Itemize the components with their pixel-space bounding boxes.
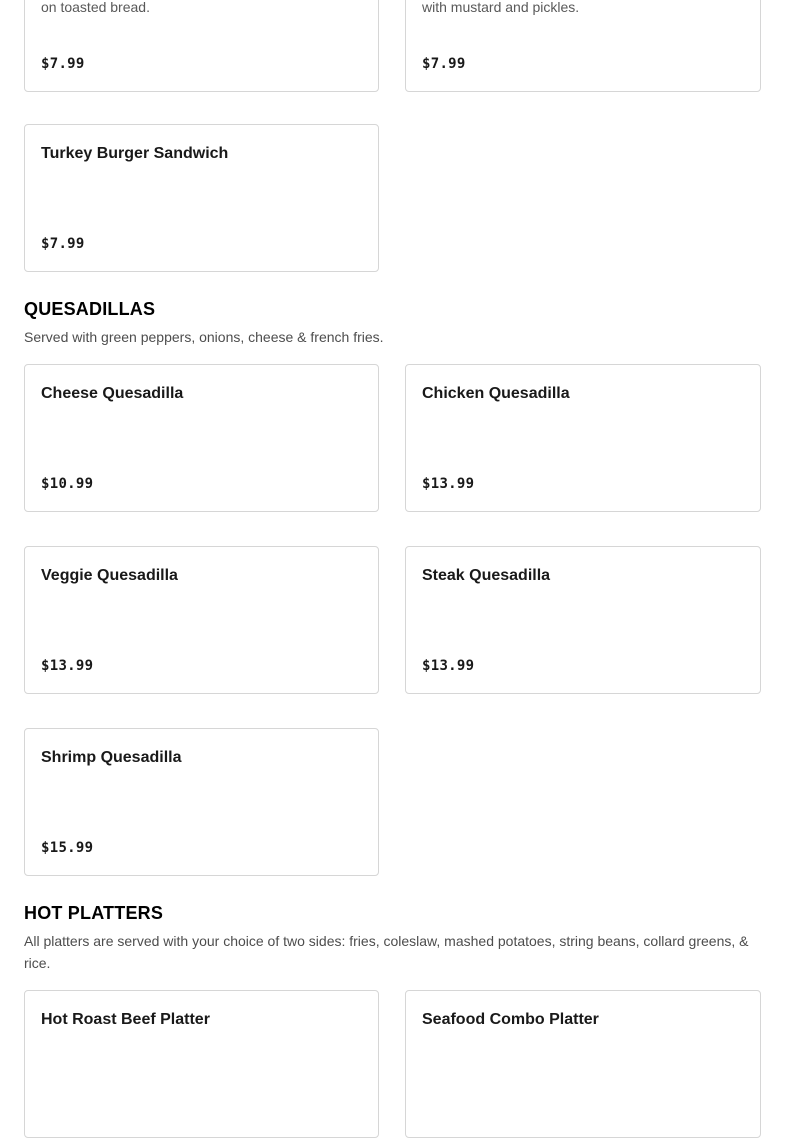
menu-item-card[interactable] [405, 546, 761, 694]
menu-item-name: Veggie Quesadilla [41, 567, 178, 584]
menu-item-name: Turkey Burger Sandwich [41, 145, 229, 162]
menu-item-card[interactable] [405, 364, 761, 512]
menu-item-name: Hot Roast Beef Platter [41, 1011, 210, 1028]
menu-item-name: Shrimp Quesadilla [41, 749, 182, 766]
menu-item-name: Chicken Quesadilla [422, 385, 570, 402]
menu-item-card[interactable] [24, 0, 379, 92]
section-description: Served with green peppers, onions, cheese & french fries. [24, 329, 384, 345]
menu-item-card[interactable] [24, 728, 379, 876]
menu-item-price: $13.99 [41, 658, 94, 674]
menu-item-card[interactable] [24, 546, 379, 694]
menu-item-card[interactable] [24, 124, 379, 272]
section-title-hot-platters: HOT PLATTERS [24, 903, 164, 923]
menu-item-card[interactable] [24, 364, 379, 512]
menu-item-description: on toasted bread. [41, 0, 150, 15]
menu-item-name: Cheese Quesadilla [41, 385, 184, 402]
menu-item-name: Steak Quesadilla [422, 567, 551, 584]
menu-item-card[interactable] [24, 990, 379, 1138]
menu-item-price: $13.99 [422, 476, 475, 492]
menu-item-price: $10.99 [41, 476, 94, 492]
section-description: All platters are served with your choice of two sides: fries, coleslaw, mashed potatoes, string beans, collard greens, & rice. [24, 933, 749, 971]
section-title-quesadillas: QUESADILLAS [24, 299, 156, 319]
menu-item-description: with mustard and pickles. [422, 0, 580, 15]
menu-item-price: $7.99 [41, 56, 85, 72]
menu-item-card[interactable] [405, 990, 761, 1138]
menu-item-price: $15.99 [41, 840, 94, 856]
menu-item-price: $7.99 [422, 56, 466, 72]
menu-item-card[interactable] [405, 0, 761, 92]
menu-item-price: $13.99 [422, 658, 475, 674]
menu-item-name: Seafood Combo Platter [422, 1011, 599, 1028]
menu-item-price: $7.99 [41, 236, 85, 252]
